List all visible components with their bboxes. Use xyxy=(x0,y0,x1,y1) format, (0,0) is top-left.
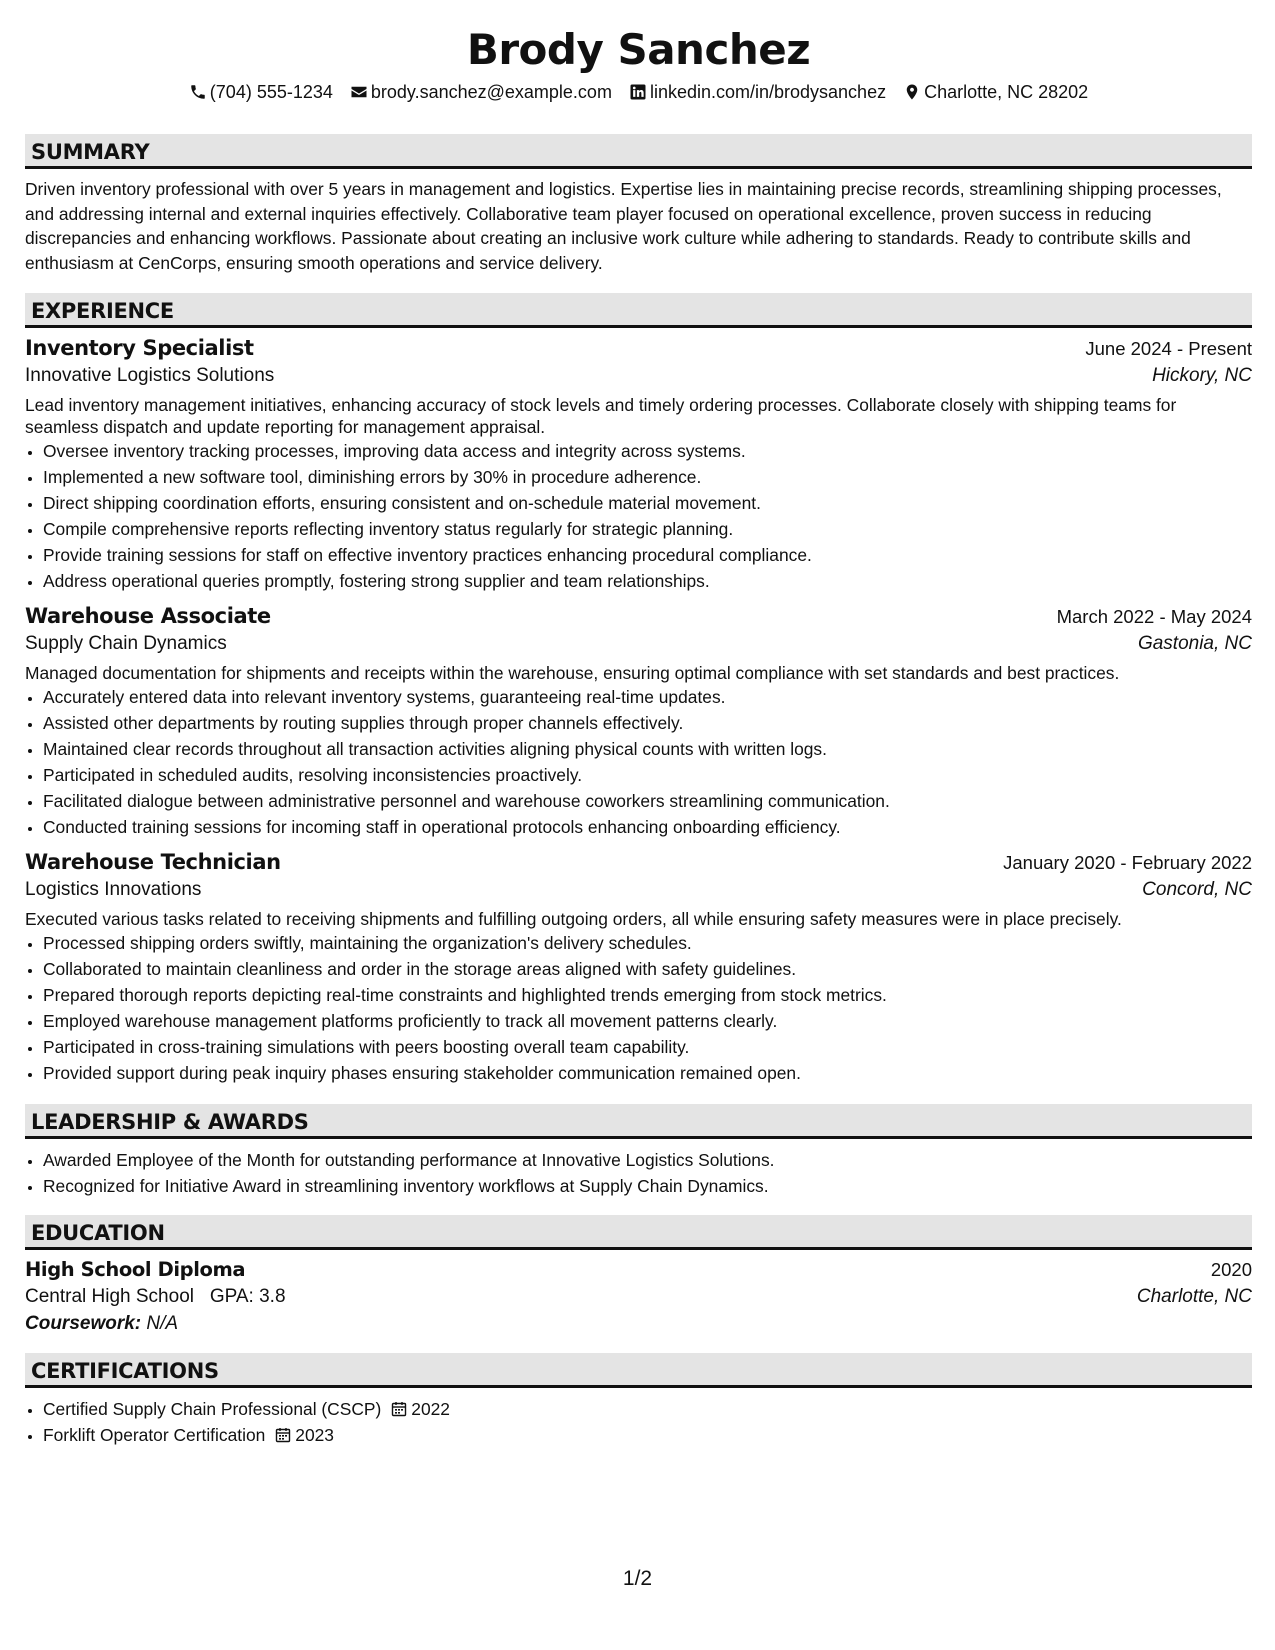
list-item: • Provided support during peak inquiry phases ensuring stakeholder communication remained open. xyxy=(43,1060,1252,1086)
list-item: • Compile comprehensive reports reflecting inventory status regularly for strategic planning. xyxy=(43,516,1252,542)
list-item: • Oversee inventory tracking processes, improving data access and integrity across systems. xyxy=(43,438,1252,464)
job-header xyxy=(25,604,1252,628)
list-item: • Recognized for Initiative Award in streamlining inventory workflows at Supply Chain Dynamics. xyxy=(43,1173,1252,1199)
coursework-value: N/A xyxy=(146,1313,179,1334)
job-title: Warehouse Technician xyxy=(25,850,281,874)
contact-bar xyxy=(25,78,1252,106)
certification-year: 2023 xyxy=(295,1425,334,1445)
job-description: Managed documentation for shipments and receipts within the warehouse, ensuring optimal compliance with set standards and best practices. xyxy=(25,663,1120,683)
list-item: • Implemented a new software tool, diminishing errors by 30% in procedure adherence. xyxy=(43,464,1252,490)
location-text: Charlotte, NC 28202 xyxy=(924,82,1089,102)
candidate-name: Brody Sanchez xyxy=(466,25,811,74)
calendar-icon xyxy=(275,1427,291,1443)
coursework xyxy=(25,1313,1252,1335)
school-name: Central High School xyxy=(25,1286,194,1307)
section-header-summary: SUMMARY xyxy=(25,134,1252,169)
coursework-label: Coursework: xyxy=(25,1313,142,1334)
job-subheader xyxy=(25,879,1252,901)
job-dates: March 2022 - May 2024 xyxy=(1056,606,1252,627)
gpa: GPA: 3.8 xyxy=(209,1286,286,1307)
email-link[interactable]: brody.sanchez@example.com xyxy=(370,82,612,102)
school-location: Charlotte, NC xyxy=(1136,1286,1252,1307)
company-name: Supply Chain Dynamics xyxy=(25,633,227,654)
company-name: Logistics Innovations xyxy=(25,879,202,900)
job-title: Warehouse Associate xyxy=(25,604,271,628)
summary-text: Driven inventory professional with over 5 years in management and logistics. Expertise lies in maintaining precise records, streamlining shipping processes, and addressing internal and external inquiries effectively. Collaborative team player focused on operational excellence, proven success in reducing discrepancies and enhancing workflows. Passionate about creating an inclusive work culture while adhering to standards. Ready to contribute skills and enthusiasm at CenCorps, ensuring smooth operations and service delivery. xyxy=(25,179,1222,273)
education-subheader xyxy=(25,1286,1252,1308)
company-name: Innovative Logistics Solutions xyxy=(25,365,275,386)
job-bullets xyxy=(25,930,1252,1086)
list-item xyxy=(43,1422,1252,1448)
map-pin-icon xyxy=(903,83,921,101)
degree: High School Diploma xyxy=(25,1258,246,1281)
list-item: • Collaborated to maintain cleanliness and order in the storage areas aligned with safety guidelines. xyxy=(43,956,1252,982)
job-dates: January 2020 - February 2022 xyxy=(1003,852,1252,873)
section-header-leadership: LEADERSHIP & AWARDS xyxy=(25,1104,1252,1139)
list-item: • Provide training sessions for staff on effective inventory practices enhancing procedural compliance. xyxy=(43,542,1252,568)
contact-email[interactable] xyxy=(350,78,612,106)
contact-phone xyxy=(189,78,333,106)
job-dates: June 2024 - Present xyxy=(1085,338,1252,359)
envelope-icon xyxy=(350,83,368,101)
contact-location xyxy=(903,78,1088,106)
contact-linkedin[interactable] xyxy=(629,78,886,106)
education-entry xyxy=(25,1258,1252,1335)
list-item xyxy=(43,1396,1252,1422)
education-header xyxy=(25,1258,1252,1281)
certification-year: 2022 xyxy=(411,1399,450,1419)
linkedin-icon xyxy=(629,83,647,101)
list-item: • Participated in scheduled audits, resolving inconsistencies proactively. xyxy=(43,762,1252,788)
phone-text: (704) 555-1234 xyxy=(209,82,333,102)
job-header xyxy=(25,336,1252,360)
list-item: • Direct shipping coordination efforts, ensuring consistent and on-schedule material movement. xyxy=(43,490,1252,516)
list-item: • Processed shipping orders swiftly, maintaining the organization's delivery schedules. xyxy=(43,930,1252,956)
job-bullets xyxy=(25,684,1252,840)
list-item: • Maintained clear records throughout all transaction activities aligning physical counts with written logs. xyxy=(43,736,1252,762)
section-header-experience: EXPERIENCE xyxy=(25,293,1252,328)
phone-icon xyxy=(189,83,207,101)
job-location: Gastonia, NC xyxy=(1137,633,1252,654)
certifications-list xyxy=(25,1396,1252,1448)
linkedin-link[interactable]: linkedin.com/in/brodysanchez xyxy=(649,82,887,102)
job-subheader xyxy=(25,633,1252,655)
experience-entry xyxy=(25,604,1252,840)
job-location: Hickory, NC xyxy=(1152,365,1252,386)
list-item: • Participated in cross-training simulations with peers boosting overall team capability. xyxy=(43,1034,1252,1060)
list-item: • Prepared thorough reports depicting real-time constraints and highlighted trends emerging from stock metrics. xyxy=(43,982,1252,1008)
experience-entry xyxy=(25,336,1252,594)
job-location: Concord, NC xyxy=(1142,879,1252,900)
job-description: Lead inventory management initiatives, enhancing accuracy of stock levels and timely ordering processes. Collaborate closely with shipping teams for seamless dispatch and update reporting for management appraisal. xyxy=(25,395,1177,437)
list-item: • Assisted other departments by routing supplies through proper channels effectively. xyxy=(43,710,1252,736)
section-header-education: EDUCATION xyxy=(25,1215,1252,1250)
job-title: Inventory Specialist xyxy=(25,336,254,360)
calendar-icon xyxy=(391,1401,407,1417)
resume-page xyxy=(25,0,1252,1448)
school-line xyxy=(25,1286,286,1308)
list-item: • Employed warehouse management platforms proficiently to track all movement patterns clearly. xyxy=(43,1008,1252,1034)
section-header-certifications: CERTIFICATIONS xyxy=(25,1353,1252,1388)
list-item: • Awarded Employee of the Month for outstanding performance at Innovative Logistics Solutions. xyxy=(43,1147,1252,1173)
experience-entry xyxy=(25,850,1252,1086)
job-subheader xyxy=(25,365,1252,387)
certification-name: Certified Supply Chain Professional (CSCP) xyxy=(43,1399,382,1419)
job-header xyxy=(25,850,1252,874)
job-bullets xyxy=(25,438,1252,594)
list-item: • Accurately entered data into relevant inventory systems, guaranteeing real-time updates. xyxy=(43,684,1252,710)
list-item: • Address operational queries promptly, fostering strong supplier and team relationships. xyxy=(43,568,1252,594)
list-item: • Conducted training sessions for incoming staff in operational protocols enhancing onboarding efficiency. xyxy=(43,814,1252,840)
page-number: 1/2 xyxy=(622,1567,653,1590)
list-item: • Facilitated dialogue between administrative personnel and warehouse coworkers streamlining communication. xyxy=(43,788,1252,814)
job-description: Executed various tasks related to receiving shipments and fulfilling outgoing orders, all while ensuring safety measures were in place precisely. xyxy=(25,909,1122,929)
leadership-list xyxy=(25,1147,1252,1199)
graduation-year: 2020 xyxy=(1210,1259,1252,1280)
certification-name: Forklift Operator Certification xyxy=(43,1425,266,1445)
